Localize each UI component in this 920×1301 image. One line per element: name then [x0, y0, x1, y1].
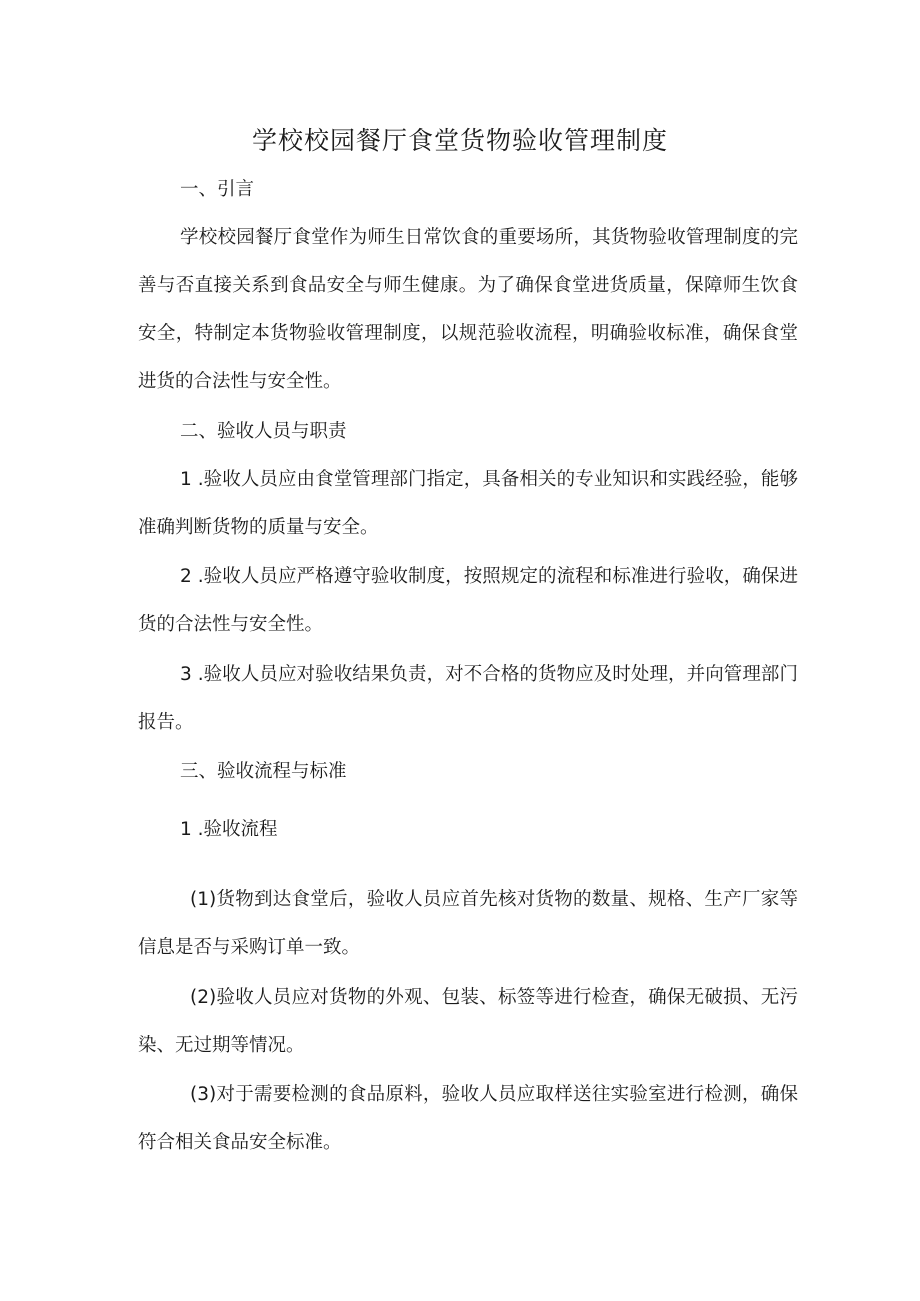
subsection-heading-process: 1 .验收流程 — [180, 819, 278, 840]
staff-duty-item-2: 2 .验收人员应严格遵守验收制度，按照规定的流程和标准进行验收，确保进货的合法性与安全性。 — [138, 566, 798, 635]
staff-duty-item-3: 3 .验收人员应对验收结果负责，对不合格的货物应及时处理，并向管理部门报告。 — [138, 664, 798, 733]
section-heading-staff-duties: 二、验收人员与职责 — [180, 421, 347, 442]
staff-duty-item-1: 1 .验收人员应由食堂管理部门指定，具备相关的专业知识和实践经验，能够准确判断货物的质量与安全。 — [138, 469, 798, 538]
process-step-1: (1)货物到达食堂后，验收人员应首先核对货物的数量、规格、生产厂家等信息是否与采购订单一致。 — [138, 889, 798, 958]
document-title: 学校校园餐厅食堂货物验收管理制度 — [251, 126, 668, 155]
process-step-2: (2)验收人员应对货物的外观、包装、标签等进行检查，确保无破损、无污染、无过期等情况。 — [138, 987, 798, 1056]
introduction-paragraph: 学校校园餐厅食堂作为师生日常饮食的重要场所，其货物验收管理制度的完善与否直接关系到食品安全与师生健康。为了确保食堂进货质量，保障师生饮食安全，特制定本货物验收管理制度，以规范验收流程，明确验收标准，确保食堂进货的合法性与安全性。 — [138, 227, 798, 392]
process-step-3: (3)对于需要检测的食品原料，验收人员应取样送往实验室进行检测，确保符合相关食品安全标准。 — [138, 1084, 798, 1153]
section-heading-process-standards: 三、验收流程与标准 — [180, 761, 347, 782]
section-heading-introduction: 一、引言 — [180, 179, 255, 200]
